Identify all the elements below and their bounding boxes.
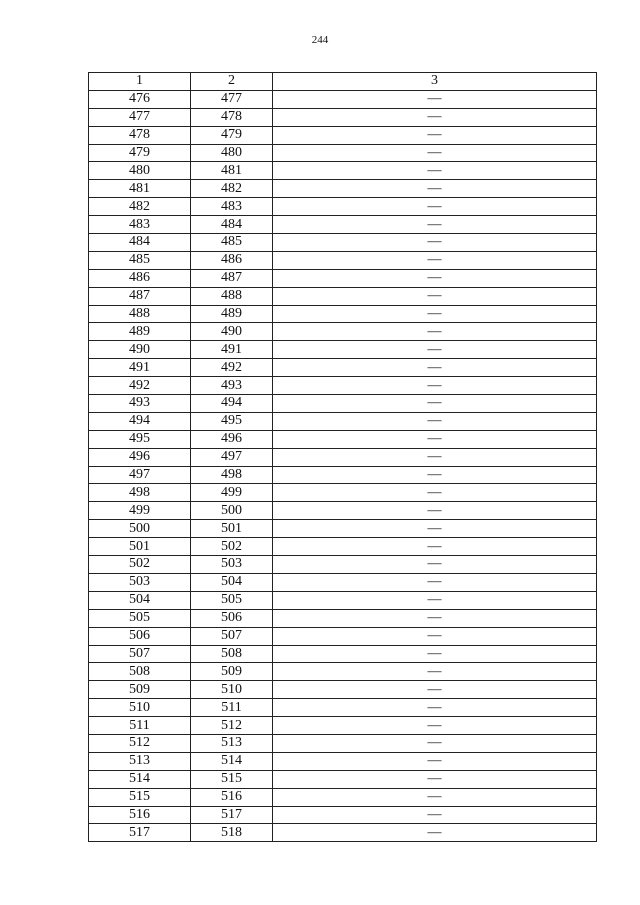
table-cell-col-1: 481: [89, 180, 191, 198]
table-cell-col-2: 508: [191, 645, 273, 663]
table-cell-col-3: —: [273, 681, 597, 699]
table-cell-col-3: —: [273, 377, 597, 395]
table-cell-col-3: —: [273, 251, 597, 269]
table-row: [89, 448, 597, 466]
table-cell-col-3: —: [273, 269, 597, 287]
table-container: [88, 72, 596, 842]
table-cell-col-1: 496: [89, 448, 191, 466]
table-cell-col-1: 508: [89, 663, 191, 681]
table-cell-col-3: —: [273, 645, 597, 663]
table-cell-col-3: —: [273, 126, 597, 144]
table-cell-col-2: 488: [191, 287, 273, 305]
table-row: [89, 681, 597, 699]
table-cell-col-1: 489: [89, 323, 191, 341]
table-cell-col-2: 485: [191, 234, 273, 252]
table-cell-col-3: —: [273, 412, 597, 430]
table-cell-col-2: 483: [191, 198, 273, 216]
table-cell-col-3: —: [273, 430, 597, 448]
table-cell-col-1: 500: [89, 520, 191, 538]
table-cell-col-1: 509: [89, 681, 191, 699]
table-row: [89, 234, 597, 252]
table-cell-col-2: 512: [191, 717, 273, 735]
table-cell-col-3: —: [273, 502, 597, 520]
table-cell-col-1: 516: [89, 806, 191, 824]
table-cell-col-3: —: [273, 466, 597, 484]
table-cell-col-2: 489: [191, 305, 273, 323]
table-cell-col-3: —: [273, 162, 597, 180]
table-cell-col-3: —: [273, 448, 597, 466]
table-row: [89, 287, 597, 305]
table-cell-col-1: 498: [89, 484, 191, 502]
table-row: [89, 627, 597, 645]
table-row: [89, 824, 597, 842]
table-cell-col-2: 503: [191, 556, 273, 574]
table-row: [89, 520, 597, 538]
table-row: [89, 162, 597, 180]
table-cell-col-1: 485: [89, 251, 191, 269]
table-row: [89, 198, 597, 216]
column-header-2: 2: [191, 73, 273, 91]
table-row: [89, 305, 597, 323]
table-cell-col-2: 502: [191, 538, 273, 556]
table-cell-col-2: 514: [191, 752, 273, 770]
table-cell-col-3: —: [273, 538, 597, 556]
table-cell-col-1: 492: [89, 377, 191, 395]
table-cell-col-1: 477: [89, 108, 191, 126]
table-cell-col-2: 481: [191, 162, 273, 180]
table-cell-col-2: 507: [191, 627, 273, 645]
table-cell-col-2: 478: [191, 108, 273, 126]
table-cell-col-2: 505: [191, 591, 273, 609]
table-cell-col-2: 500: [191, 502, 273, 520]
table-cell-col-1: 476: [89, 90, 191, 108]
table-row: [89, 556, 597, 574]
table-cell-col-1: 507: [89, 645, 191, 663]
table-cell-col-2: 495: [191, 412, 273, 430]
table-cell-col-1: 493: [89, 395, 191, 413]
table-cell-col-2: 499: [191, 484, 273, 502]
table-cell-col-3: —: [273, 699, 597, 717]
table-cell-col-3: —: [273, 216, 597, 234]
table-cell-col-2: 506: [191, 609, 273, 627]
table-cell-col-1: 494: [89, 412, 191, 430]
table-cell-col-1: 484: [89, 234, 191, 252]
table-cell-col-2: 518: [191, 824, 273, 842]
table-row: [89, 609, 597, 627]
table-row: [89, 359, 597, 377]
table-cell-col-2: 497: [191, 448, 273, 466]
table-row: [89, 591, 597, 609]
table-cell-col-3: —: [273, 734, 597, 752]
table-row: [89, 538, 597, 556]
table-row: [89, 430, 597, 448]
table-cell-col-2: 504: [191, 573, 273, 591]
table-cell-col-2: 498: [191, 466, 273, 484]
table-cell-col-3: —: [273, 287, 597, 305]
table-cell-col-1: 505: [89, 609, 191, 627]
table-cell-col-3: —: [273, 788, 597, 806]
table-cell-col-3: —: [273, 341, 597, 359]
table-row: [89, 717, 597, 735]
table-cell-col-1: 480: [89, 162, 191, 180]
table-row: [89, 573, 597, 591]
page-number: 244: [311, 34, 329, 46]
table-cell-col-1: 517: [89, 824, 191, 842]
table-row: [89, 806, 597, 824]
table-header-row: [89, 73, 597, 91]
table-cell-col-3: —: [273, 323, 597, 341]
table-cell-col-1: 503: [89, 573, 191, 591]
table-cell-col-2: 510: [191, 681, 273, 699]
table-row: [89, 699, 597, 717]
table-row: [89, 269, 597, 287]
table-cell-col-2: 487: [191, 269, 273, 287]
table-row: [89, 484, 597, 502]
table-cell-col-3: —: [273, 234, 597, 252]
table-body: [89, 90, 597, 841]
table-cell-col-3: —: [273, 556, 597, 574]
table-cell-col-2: 513: [191, 734, 273, 752]
table-cell-col-2: 516: [191, 788, 273, 806]
table-row: [89, 180, 597, 198]
table-cell-col-1: 514: [89, 770, 191, 788]
table-cell-col-1: 490: [89, 341, 191, 359]
table-row: [89, 734, 597, 752]
column-header-3: 3: [273, 73, 597, 91]
table-cell-col-1: 501: [89, 538, 191, 556]
table-cell-col-2: 511: [191, 699, 273, 717]
table-cell-col-1: 499: [89, 502, 191, 520]
table-cell-col-2: 477: [191, 90, 273, 108]
table-cell-col-2: 482: [191, 180, 273, 198]
table-row: [89, 251, 597, 269]
table-cell-col-1: 513: [89, 752, 191, 770]
table-row: [89, 412, 597, 430]
table-cell-col-3: —: [273, 144, 597, 162]
table-cell-col-2: 491: [191, 341, 273, 359]
table-cell-col-3: —: [273, 484, 597, 502]
table-cell-col-3: —: [273, 824, 597, 842]
table-cell-col-2: 493: [191, 377, 273, 395]
table-cell-col-3: —: [273, 609, 597, 627]
column-header-1: 1: [89, 73, 191, 91]
table-cell-col-3: —: [273, 752, 597, 770]
table-row: [89, 90, 597, 108]
table-cell-col-3: —: [273, 198, 597, 216]
table-cell-col-1: 510: [89, 699, 191, 717]
table-cell-col-3: —: [273, 395, 597, 413]
table-row: [89, 341, 597, 359]
table-row: [89, 395, 597, 413]
table-cell-col-2: 494: [191, 395, 273, 413]
table-cell-col-1: 515: [89, 788, 191, 806]
data-table: [88, 72, 597, 842]
table-row: [89, 377, 597, 395]
table-cell-col-1: 506: [89, 627, 191, 645]
table-cell-col-1: 483: [89, 216, 191, 234]
table-cell-col-1: 504: [89, 591, 191, 609]
table-cell-col-3: —: [273, 573, 597, 591]
table-cell-col-2: 480: [191, 144, 273, 162]
table-cell-col-3: —: [273, 806, 597, 824]
table-cell-col-3: —: [273, 305, 597, 323]
table-cell-col-1: 478: [89, 126, 191, 144]
table-cell-col-3: —: [273, 520, 597, 538]
table-cell-col-1: 486: [89, 269, 191, 287]
table-row: [89, 323, 597, 341]
table-cell-col-2: 509: [191, 663, 273, 681]
table-cell-col-1: 511: [89, 717, 191, 735]
table-cell-col-3: —: [273, 180, 597, 198]
table-cell-col-3: —: [273, 591, 597, 609]
table-cell-col-3: —: [273, 717, 597, 735]
table-row: [89, 752, 597, 770]
table-cell-col-1: 488: [89, 305, 191, 323]
table-cell-col-3: —: [273, 663, 597, 681]
table-row: [89, 466, 597, 484]
table-cell-col-2: 501: [191, 520, 273, 538]
table-cell-col-2: 515: [191, 770, 273, 788]
table-cell-col-1: 512: [89, 734, 191, 752]
table-cell-col-2: 492: [191, 359, 273, 377]
table-cell-col-3: —: [273, 359, 597, 377]
table-row: [89, 216, 597, 234]
table-cell-col-1: 502: [89, 556, 191, 574]
table-cell-col-2: 479: [191, 126, 273, 144]
table-row: [89, 126, 597, 144]
table-row: [89, 502, 597, 520]
table-row: [89, 645, 597, 663]
table-cell-col-3: —: [273, 627, 597, 645]
table-cell-col-2: 517: [191, 806, 273, 824]
table-cell-col-1: 497: [89, 466, 191, 484]
table-row: [89, 108, 597, 126]
table-cell-col-1: 495: [89, 430, 191, 448]
table-row: [89, 770, 597, 788]
table-cell-col-2: 496: [191, 430, 273, 448]
table-cell-col-1: 487: [89, 287, 191, 305]
table-row: [89, 663, 597, 681]
table-cell-col-1: 479: [89, 144, 191, 162]
table-cell-col-3: —: [273, 90, 597, 108]
table-row: [89, 144, 597, 162]
table-cell-col-1: 482: [89, 198, 191, 216]
table-cell-col-3: —: [273, 108, 597, 126]
table-cell-col-1: 491: [89, 359, 191, 377]
table-cell-col-2: 490: [191, 323, 273, 341]
table-cell-col-3: —: [273, 770, 597, 788]
table-cell-col-2: 486: [191, 251, 273, 269]
table-row: [89, 788, 597, 806]
table-cell-col-2: 484: [191, 216, 273, 234]
